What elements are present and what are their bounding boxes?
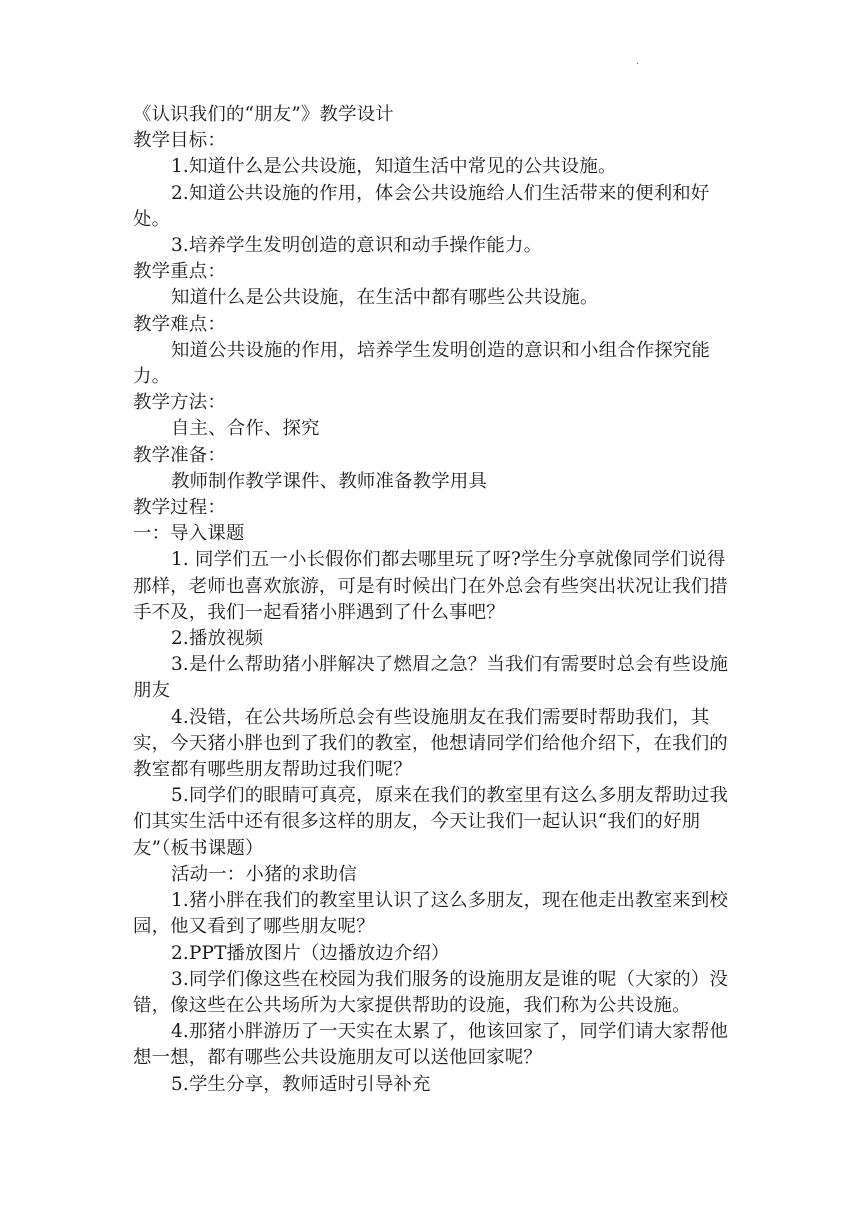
activity-step: 5.学生分享，教师适时引导补充 [171, 1073, 431, 1095]
document-body [133, 102, 733, 1098]
key-points-heading: 教学重点： [133, 261, 226, 283]
method-heading: 教学方法： [133, 392, 226, 414]
key-points-text: 知道什么是公共设施，在生活中都有哪些公共设施。 [171, 287, 599, 309]
document-title: 《认识我们的“朋友”》教学设计 [133, 104, 394, 125]
process-heading: 教学过程： [133, 497, 226, 519]
corner-mark: . [636, 56, 640, 67]
intro-step: 4.没错，在公共场所总会有些设施朋友在我们需要时帮助我们，其实，今天猪小胖也到了我们的教室，他想请同学们给他介绍下，在我们的教室都有哪些朋友帮助过我们呢？ [133, 706, 728, 781]
section-heading: 一：导入课题 [133, 523, 245, 545]
difficult-points-text: 知道公共设施的作用，培养学生发明创造的意识和小组合作探究能力。 [133, 339, 711, 388]
preparation-heading: 教学准备： [133, 444, 226, 466]
preparation-text: 教师制作教学课件、教师准备教学用具 [171, 470, 488, 492]
method-text: 自主、合作、探究 [171, 418, 320, 440]
activity-heading: 活动一：小猪的求助信 [171, 863, 357, 885]
goal-item: 3.培养学生发明创造的意识和动手操作能力。 [171, 235, 543, 257]
goal-item: 1.知道什么是公共设施，知道生活中常见的公共设施。 [171, 156, 617, 178]
activity-step: 2.PPT播放图片（边播放边介绍） [171, 942, 450, 964]
intro-step: 2.播放视频 [171, 628, 264, 650]
activity-step: 3.同学们像这些在校园为我们服务的设施朋友是谁的呢（大家的）没错，像这些在公共场所为大家提供帮助的设施，我们称为公共设施。 [133, 968, 729, 1016]
intro-step: 5.同学们的眼睛可真亮，原来在我们的教室里有这么多朋友帮助过我们其实生活中还有很多这样的朋友，今天让我们一起认识“我们的好朋友”（板书课题） [133, 785, 729, 859]
activity-step: 1.猪小胖在我们的教室里认识了这么多朋友，现在他走出教室来到校园，他又看到了哪些朋友呢？ [133, 890, 729, 938]
goals-heading: 教学目标： [133, 130, 226, 152]
intro-step: 1. 同学们五一小长假你们都去哪里玩了呀?学生分享就像同学们说得那样，老师也喜欢旅游，可是有时候出门在外总会有些突出状况让我们措手不及，我们一起看猪小胖遇到了什么事吧？ [133, 549, 728, 623]
activity-step: 4.那猪小胖游历了一天实在太累了，他该回家了，同学们请大家帮他想一想，都有哪些公共设施朋友可以送他回家呢？ [133, 1021, 729, 1069]
difficult-points-heading: 教学难点： [133, 313, 226, 335]
goal-item: 2.知道公共设施的作用，体会公共设施给人们生活带来的便利和好处。 [133, 182, 710, 230]
intro-step: 3.是什么帮助猪小胖解决了燃眉之急？当我们有需要时总会有些设施朋友 [133, 654, 729, 702]
